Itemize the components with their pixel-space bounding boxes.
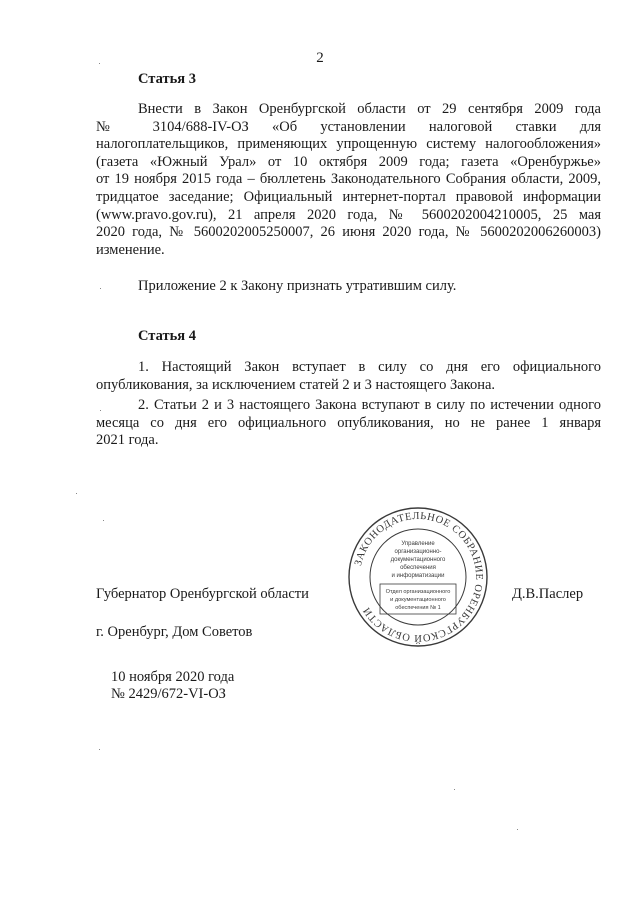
law-number: № 2429/672-VI-ОЗ: [111, 686, 226, 702]
article-3-paragraph-1: [96, 101, 601, 259]
text-line: (газета «Южный Урал» от 10 октября 2009 года; газета «Оренбуржье»: [96, 153, 601, 170]
scan-speck: [100, 288, 101, 289]
scan-speck: [76, 493, 77, 494]
law-date: 10 ноября 2020 года: [111, 669, 235, 685]
official-stamp: [346, 505, 490, 649]
article-4-item-2: [96, 397, 601, 450]
signatory-name: Д.В.Паслер: [512, 586, 584, 602]
scan-speck: [517, 829, 518, 830]
stamp-inner-line: документационного: [390, 557, 446, 563]
text-line: от 19 ноября 2015 года – бюллетень Законодательного Собрания области, 2009,: [96, 171, 601, 188]
text-line: налогоплательщиков, применяющих упрощенную систему налогообложения»: [96, 136, 601, 153]
scan-speck: [99, 749, 100, 750]
stamp-dept-line: обеспечения № 1: [395, 605, 441, 611]
page-number: 2: [316, 50, 324, 66]
article-3-paragraph-2: Приложение 2 к Закону признать утратившим силу.: [138, 278, 457, 294]
text-line: опубликования, за исключением статей 2 и 3 настоящего Закона.: [96, 376, 496, 393]
scan-speck: [99, 63, 100, 64]
stamp-dept-line: Отдел организационного: [385, 589, 451, 595]
scan-speck: [103, 520, 104, 521]
text-line: 2. Статьи 2 и 3 настоящего Закона вступают в силу по истечении одного: [138, 397, 601, 413]
text-line: 1. Настоящий Закон вступает в силу со дня его официального: [138, 359, 601, 375]
text-line: 2020 года, № 5600202005250007, 26 июня 2020 года, № 5600202006260003): [96, 224, 601, 241]
text-line: (www.pravo.gov.ru), 21 апреля 2020 года, № 5600202004210005, 25 мая: [96, 206, 601, 223]
scan-speck: [454, 789, 455, 790]
text-line: месяца со дня его официального опубликования, но не ранее 1 января: [96, 414, 601, 431]
text-line: изменение.: [96, 241, 165, 258]
article-4-item-1: [96, 359, 601, 394]
signing-place: г. Оренбург, Дом Советов: [96, 624, 253, 640]
text-line: № 3104/688-IV-ОЗ «Об установлении налоговой ставки для: [96, 118, 601, 135]
article-3-heading: Статья 3: [138, 71, 196, 87]
stamp-inner-line: Управление: [401, 541, 435, 547]
signatory-position: Губернатор Оренбургской области: [96, 586, 309, 602]
text-line: тридцатое заседание; Официальный интернет-портал правовой информации: [96, 188, 601, 205]
stamp-inner-line: обеспечения: [400, 565, 436, 571]
stamp-inner-line: и информатизации: [391, 573, 445, 579]
scan-speck: [100, 410, 101, 411]
stamp-dept-line: и документационного: [390, 597, 446, 603]
stamp-inner-line: организационно-: [394, 549, 442, 555]
stamp-outer-text: ЗАКОНОДАТЕЛЬНОЕ СОБРАНИЕ ОРЕНБУРГСКОЙ ОБЛАСТИ: [353, 510, 485, 644]
article-4-heading: Статья 4: [138, 328, 196, 344]
text-line: Внести в Закон Оренбургской области от 29 сентября 2009 года: [138, 101, 601, 117]
text-line: 2021 года.: [96, 432, 159, 449]
